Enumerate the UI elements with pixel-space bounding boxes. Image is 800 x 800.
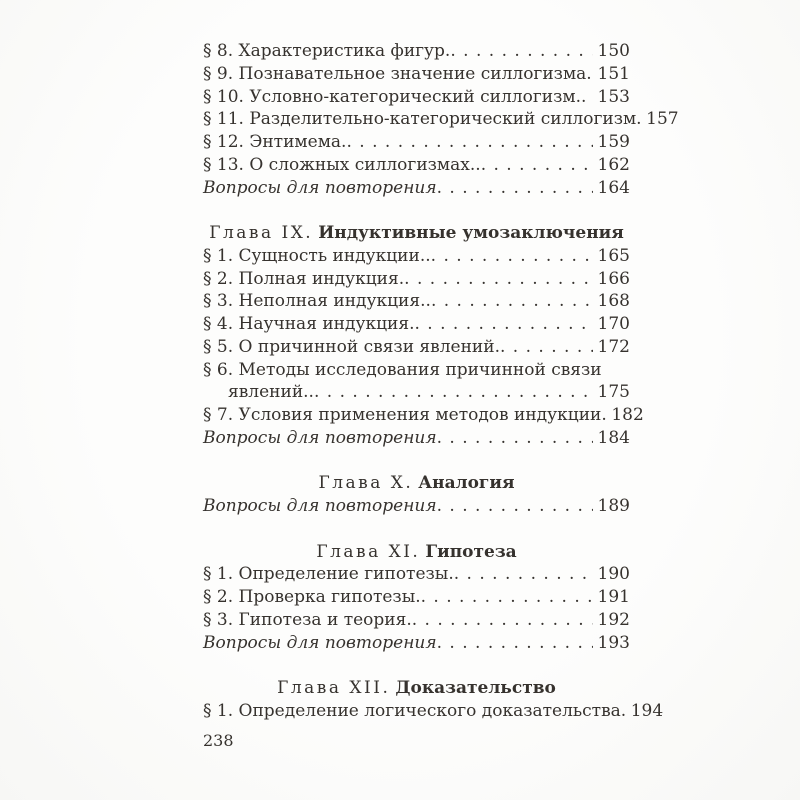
toc-entry [203, 586, 630, 609]
dot-leader [481, 154, 593, 177]
toc-entry-page: 190 [597, 564, 630, 585]
dot-leader [437, 495, 593, 518]
toc-entry-label: § 6. Методы исследования причинной связи [203, 359, 602, 380]
toc-entry [203, 63, 630, 86]
toc-entry-page: 191 [597, 587, 630, 607]
toc-entry-page: 194 [630, 700, 664, 721]
dot-leader [437, 177, 593, 200]
toc-entry [203, 563, 630, 586]
toc-entry [203, 268, 630, 291]
toc-entry [203, 336, 630, 359]
chapter-title: Индуктивные умозаключения [318, 223, 624, 243]
toc-entry [203, 609, 630, 632]
book-page-number: 238 [203, 731, 234, 750]
toc-entry-page: 151 [597, 63, 630, 84]
toc-entry-label: § 3. Неполная индукция.. [203, 291, 431, 312]
toc-entry [203, 700, 664, 723]
toc-entry [203, 108, 679, 131]
toc-entry-page: 162 [597, 154, 630, 175]
toc-entry-page: 184 [597, 427, 630, 448]
toc-entry-page: 157 [646, 109, 679, 130]
chapter-number: Глава XI. [316, 541, 421, 562]
toc-entry-label: § 3. Гипотеза и теория. [203, 609, 412, 630]
table-of-contents [203, 40, 679, 723]
toc-entry-label: § 12. Энтимема. [203, 132, 347, 152]
toc-entry-label: Вопросы для повторения [203, 632, 437, 653]
toc-entry [203, 177, 630, 200]
toc-entry-line2 [203, 381, 630, 404]
chapter-title: Доказательство [395, 678, 556, 698]
toc-entry-page: 172 [597, 336, 630, 357]
toc-entry-label: § 1. Сущность индукции.. [203, 245, 431, 266]
toc-entry-label: § 2. Полная индукция. [203, 268, 405, 289]
toc-entry-label: § 7. Условия применения методов индукции. [203, 405, 607, 425]
toc-entry-label: § 5. О причинной связи явлений. [203, 336, 500, 357]
chapter-title: Гипотеза [425, 541, 517, 562]
toc-entry [203, 404, 644, 427]
toc-entry [203, 245, 630, 268]
dot-leader [404, 268, 593, 291]
dot-leader [431, 245, 593, 268]
dot-leader [450, 40, 593, 63]
toc-entry-page: 182 [611, 405, 644, 425]
toc-entry-page: 175 [597, 382, 630, 403]
toc-entry-page: 153 [597, 86, 630, 107]
toc-entry [203, 290, 630, 313]
toc-entry [203, 632, 630, 655]
toc-entry [203, 86, 630, 109]
toc-entry-page: 166 [597, 268, 630, 289]
toc-entry [203, 495, 630, 518]
toc-entry-label: § 8. Характеристика фигур. [203, 41, 451, 61]
toc-entry [203, 154, 630, 177]
dot-leader [346, 131, 593, 154]
dot-leader [412, 609, 593, 632]
toc-entry-label: Вопросы для повторения [203, 427, 437, 448]
toc-entry-page: 189 [597, 496, 630, 516]
dot-leader [437, 427, 593, 450]
toc-entry-label: § 2. Проверка гипотезы. [203, 587, 421, 607]
toc-entry-label: Вопросы для повторения [203, 177, 437, 198]
chapter-title: Аналогия [418, 473, 515, 494]
toc-entry-line1 [203, 359, 630, 382]
toc-entry-page: 150 [597, 41, 630, 61]
toc-entry-page: 170 [597, 314, 630, 334]
dot-leader [431, 290, 593, 313]
toc-entry-label: § 4. Научная индукция. [203, 314, 415, 334]
toc-entry-label: § 1. Определение гипотезы. [203, 564, 454, 585]
dot-leader [500, 336, 593, 359]
toc-entry-label: § 13. О сложных силлогизмах.. [203, 154, 481, 175]
toc-entry [203, 131, 630, 154]
toc-entry-page: 168 [597, 291, 630, 312]
dot-leader [314, 381, 593, 404]
dot-leader [414, 313, 593, 336]
toc-entry-label: § 9. Познавательное значение силлогизма. [203, 63, 592, 84]
chapter-number: Глава X. [318, 473, 414, 494]
toc-entry-page: 165 [597, 245, 630, 266]
dot-leader [454, 563, 593, 586]
chapter-heading [203, 541, 630, 564]
toc-entry-page: 159 [597, 132, 630, 152]
chapter-heading [203, 472, 630, 495]
chapter-heading [203, 677, 630, 700]
dot-leader [421, 586, 593, 609]
toc-entry-label: § 11. Разделительно-категорический силлогизм. [203, 109, 642, 130]
dot-leader [581, 86, 593, 109]
toc-entry-page: 164 [597, 177, 630, 198]
toc-entry [203, 313, 630, 336]
toc-entry-label: § 10. Условно-категорический силлогизм. [203, 86, 581, 107]
toc-entry-label: Вопросы для повторения [203, 496, 437, 516]
chapter-heading [203, 222, 630, 245]
toc-entry-page: 192 [597, 609, 630, 630]
toc-entry [203, 427, 630, 450]
toc-entry-label-continuation: явлений.. [228, 382, 314, 403]
chapter-number: Глава IX. [209, 223, 314, 243]
chapter-number: Глава XII. [277, 678, 391, 698]
toc-entry-label: § 1. Определение логического доказательства. [203, 700, 627, 721]
toc-entry-page: 193 [597, 632, 630, 653]
toc-entry-wrapped [203, 359, 630, 405]
dot-leader [437, 632, 593, 655]
toc-entry [203, 40, 630, 63]
